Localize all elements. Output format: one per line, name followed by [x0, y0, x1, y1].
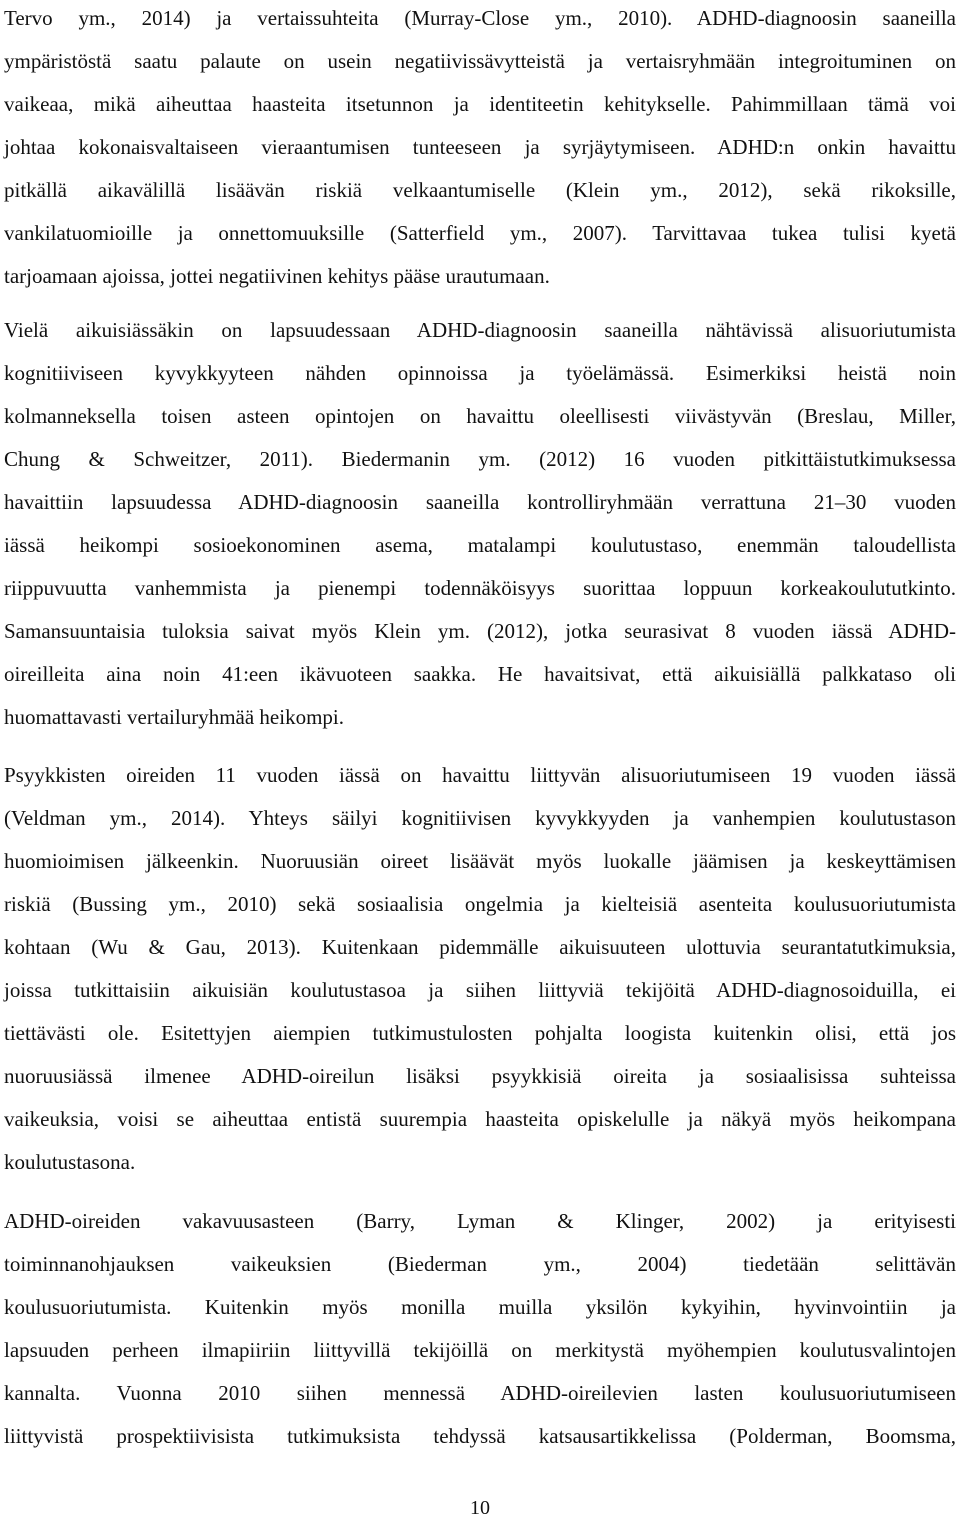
- paragraph-1: [4, 0, 956, 298]
- text-line: vankilatuomioille ja onnettomuuksille (Satterfield ym., 2007). Tarvittavaa tukea tulisi kyetä: [4, 221, 956, 245]
- text-line: lapsuuden perheen ilmapiiriin liittyvillä tekijöillä on merkitystä myöhempien koulutusvalintojen: [4, 1338, 956, 1362]
- text-line: (Veldman ym., 2014). Yhteys säilyi kognitiivisen kyvykkyyden ja vanhempien koulutustason: [4, 806, 956, 830]
- text-line: Samansuuntaisia tuloksia saivat myös Klein ym. (2012), jotka seurasivat 8 vuoden iässä ADHD-: [4, 619, 956, 643]
- text-line: ympäristöstä saatu palaute on usein negatiivissävytteistä ja vertaisryhmään integroituminen on: [4, 49, 956, 73]
- text-line: johtaa kokonaisvaltaiseen vieraantumisen tunteeseen ja syrjäytymiseen. ADHD:n onkin havaittu: [4, 135, 956, 159]
- text-line: koulutustasona.: [4, 1150, 136, 1174]
- text-line: tarjoamaan ajoissa, jottei negatiivinen kehitys pääse urautumaan.: [4, 264, 550, 288]
- text-line: havaittiin lapsuudessa ADHD-diagnoosin saaneilla kontrolliryhmään verrattuna 21–30 vuoden: [4, 490, 956, 514]
- text-line: koulusuoriutumista. Kuitenkin myös monilla muilla yksilön kykyihin, hyvinvointiin ja: [4, 1295, 956, 1319]
- paragraph-3: [4, 754, 956, 1184]
- text-line: tiettävästi ole. Esitettyjen aiempien tutkimustulosten pohjalta loogista kuitenkin olisi, että jos: [4, 1021, 956, 1045]
- text-line: kohtaan (Wu & Gau, 2013). Kuitenkaan pidemmälle aikuisuuteen ulottuvia seurantatutkimuksia,: [4, 935, 956, 959]
- text-line: huomattavasti vertailuryhmää heikompi.: [4, 705, 344, 729]
- text-line: riskiä (Bussing ym., 2010) sekä sosiaalisia ongelmia ja kielteisiä asenteita koulusuoriutumista: [4, 892, 956, 916]
- text-line: oireilleita aina noin 41:een ikävuoteen saakka. He havaitsivat, että aikuisiällä palkkataso oli: [4, 662, 956, 686]
- text-line: Vielä aikuisiässäkin on lapsuudessaan ADHD-diagnoosin saaneilla nähtävissä alisuoriutumista: [4, 318, 956, 342]
- text-line: kognitiiviseen kyvykkyyteen nähden opinnoissa ja työelämässä. Esimerkiksi heistä noin: [4, 361, 956, 385]
- text-line: pitkällä aikavälillä lisäävän riskiä velkaantumiselle (Klein ym., 2012), sekä rikoksille,: [4, 178, 956, 202]
- text-line: vaikeaa, mikä aiheuttaa haasteita itsetunnon ja identiteetin kehitykselle. Pahimmillaan tämä voi: [4, 92, 956, 116]
- text-line: liittyvistä prospektiivisista tutkimuksista tehdyssä katsausartikkelissa (Polderman, Boomsma,: [4, 1424, 956, 1448]
- paragraph-4: [4, 1200, 956, 1458]
- text-line: toiminnanohjauksen vaikeuksien (Biederman ym., 2004) tiedetään selittävän: [4, 1252, 956, 1276]
- text-line: Psyykkisten oireiden 11 vuoden iässä on havaittu liittyvän alisuoriutumiseen 19 vuoden iässä: [4, 763, 956, 787]
- text-line: kannalta. Vuonna 2010 siihen mennessä ADHD-oireilevien lasten koulusuoriutumiseen: [4, 1381, 956, 1405]
- text-line: riippuvuutta vanhemmista ja pienempi todennäköisyys suorittaa loppuun korkeakoulututkinto.: [4, 576, 956, 600]
- text-line: joissa tutkittaisiin aikuisiän koulutustasoa ja siihen liittyviä tekijöitä ADHD-diagnosoiduilla, ei: [4, 978, 956, 1002]
- text-line: Chung & Schweitzer, 2011). Biedermanin ym. (2012) 16 vuoden pitkittäistutkimuksessa: [4, 447, 956, 471]
- text-line: vaikeuksia, voisi se aiheuttaa entistä suurempia haasteita opiskelulle ja näkyä myös heikompana: [4, 1107, 956, 1131]
- text-line: huomioimisen jälkeenkin. Nuoruusiän oireet lisäävät myös luokalle jäämisen ja keskeyttämisen: [4, 849, 956, 873]
- text-line: ADHD-oireiden vakavuusasteen (Barry, Lyman & Klinger, 2002) ja erityisesti: [4, 1209, 956, 1233]
- text-line: Tervo ym., 2014) ja vertaissuhteita (Murray-Close ym., 2010). ADHD-diagnoosin saaneilla: [4, 6, 956, 30]
- text-line: kolmanneksella toisen asteen opintojen on havaittu oleellisesti viivästyvän (Breslau, Miller,: [4, 404, 956, 428]
- text-line: nuoruusiässä ilmenee ADHD-oireilun lisäksi psyykkisiä oireita ja sosiaalisissa suhteissa: [4, 1064, 956, 1088]
- paragraph-2: [4, 309, 956, 739]
- page-number: 10: [470, 1497, 490, 1519]
- text-line: iässä heikompi sosioekonominen asema, matalampi koulutustaso, enemmän taloudellista: [4, 533, 956, 557]
